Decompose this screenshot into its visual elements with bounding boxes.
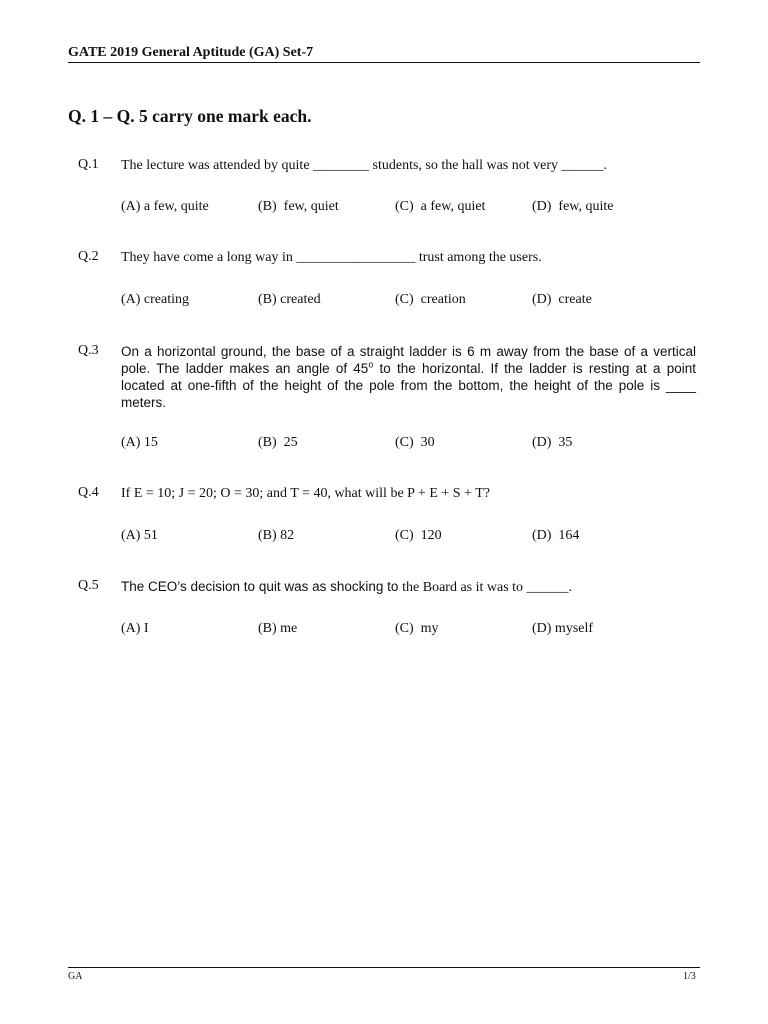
header-divider	[68, 62, 700, 63]
footer-divider	[68, 967, 700, 968]
question-number: Q.2	[78, 249, 99, 264]
option-b: (B) 82	[258, 528, 295, 543]
option-a: (A) 51	[121, 528, 158, 543]
option-d: (D) few, quite	[532, 199, 614, 214]
option-b: (B) me	[258, 621, 298, 636]
option-c: (C) 120	[395, 528, 442, 543]
option-c: (C) my	[395, 621, 439, 636]
question-number: Q.3	[78, 343, 99, 358]
option-a: (A) I	[121, 621, 149, 636]
option-a: (A) 15	[121, 435, 158, 450]
question-text-part-2: the Board as it was to ______.	[402, 580, 573, 595]
question-text: The lecture was attended by quite ________ students, so the hall was not very ______.	[121, 158, 608, 173]
option-a: (A) creating	[121, 292, 190, 307]
option-b: (B) created	[258, 292, 321, 307]
section-heading: Q. 1 – Q. 5 carry one mark each.	[68, 106, 312, 126]
question-number: Q.5	[78, 578, 99, 593]
degree-mark: o	[368, 359, 374, 370]
question-text-part-1: The CEO’s decision to quit was as shocking to	[121, 579, 403, 594]
option-b: (B) 25	[258, 435, 298, 450]
option-d: (D) 164	[532, 528, 580, 543]
page-header-title: GATE 2019 General Aptitude (GA) Set-7	[68, 45, 314, 60]
option-c: (C) 30	[395, 435, 435, 450]
question-text-part-1: On a horizontal ground, the base of a straight ladder is 6 m away from the base of a vertical pole. The ladder makes an angle of 45	[121, 344, 696, 376]
question-text	[121, 578, 696, 597]
option-b: (B) few, quiet	[258, 199, 339, 214]
option-d: (D) 35	[532, 435, 573, 450]
option-d: (D) create	[532, 292, 592, 307]
question-number: Q.4	[78, 485, 99, 500]
option-a: (A) a few, quite	[121, 199, 209, 214]
question-number: Q.1	[78, 157, 99, 172]
question-text: They have come a long way in _________________ trust among the users.	[121, 250, 542, 265]
option-c: (C) a few, quiet	[395, 199, 486, 214]
question-text	[121, 343, 696, 411]
question-text-part-2: to the horizontal. If the ladder is resting at a point located at one-fifth of the height of the pole from the bottom, the height of the pole is ____ meters.	[121, 361, 696, 410]
question-text: If E = 10; J = 20; O = 30; and T = 40, what will be P + E + S + T?	[121, 486, 490, 501]
page-number: 1/3	[683, 971, 696, 982]
footer-section-label: GA	[68, 971, 83, 982]
option-c: (C) creation	[395, 292, 466, 307]
option-d: (D) myself	[532, 621, 594, 636]
